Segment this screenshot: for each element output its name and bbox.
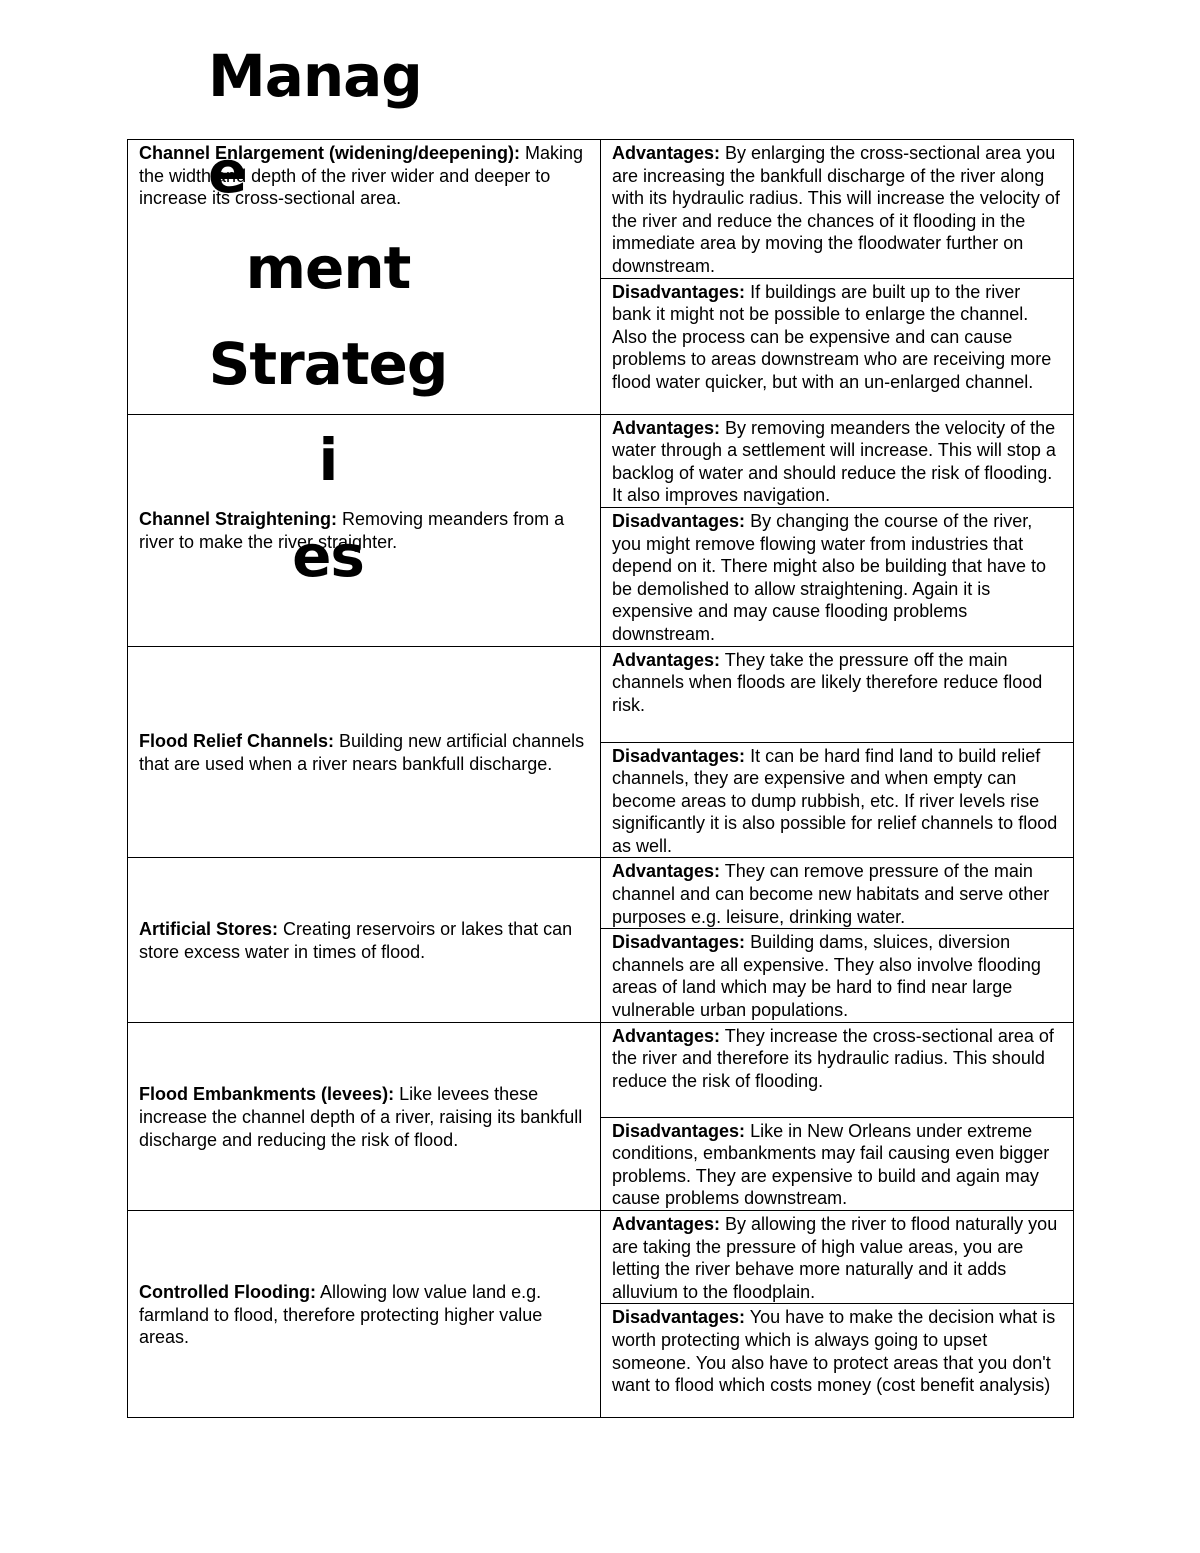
- strategy-description: Creating reservoirs or lakes that can store excess water in times of flood.: [139, 919, 573, 963]
- strategy-description: Building new artificial channels that are used when a river nears bankfull discharge.: [139, 731, 585, 774]
- strategy-cell: [128, 858, 601, 1022]
- disadvantages-cell: [601, 1117, 1074, 1210]
- strategy-cell: [128, 646, 601, 858]
- strategy-description: Like levees these increase the channel depth of a river, raising its bankfull discharge and reducing the risk of flood.: [139, 1084, 583, 1150]
- advantages-cell: [601, 414, 1074, 507]
- advantages-label: Advantages:: [612, 649, 721, 670]
- advantages-label: Advantages:: [612, 861, 721, 882]
- disadvantages-label: Disadvantages:: [612, 510, 746, 531]
- disadvantages-cell: [601, 929, 1074, 1022]
- advantages-text: They increase the cross-sectional area of the river and therefore its hydraulic radius. This should reduce the risk of flooding.: [612, 1025, 1054, 1091]
- advantages-label: Advantages:: [612, 1214, 721, 1234]
- disadvantages-label: Disadvantages:: [612, 932, 746, 953]
- disadvantages-text: By changing the course of the river, you might remove flowing water from industries that depend on it. There might also be building that have to be demolished to allow straightening. Again it is expensive and may cause flooding problems downstream.: [612, 510, 1046, 644]
- disadvantages-text: Building dams, sluices, diversion channels are all expensive. They also involve flooding areas of land which may be hard to find near large vulnerable urban populations.: [612, 932, 1041, 1021]
- disadvantages-cell: [601, 742, 1074, 858]
- disadvantages-cell: [601, 507, 1074, 646]
- strategy-name: Channel Enlargement (widening/deepening):: [139, 143, 521, 163]
- disadvantages-label: Disadvantages:: [612, 1307, 746, 1328]
- disadvantages-text: If buildings are built up to the river bank it might not be possible to enlarge the channel. Also the process can be expensive and can cause problems to areas downstream who are receiving more flood water quicker, but with an un-enlarged channel.: [612, 281, 1052, 392]
- strategy-name: Flood Embankments (levees):: [139, 1084, 395, 1105]
- disadvantages-label: Disadvantages:: [612, 745, 746, 766]
- table-row: [128, 1022, 1074, 1117]
- advantages-cell: [601, 858, 1074, 929]
- disadvantages-cell: [601, 278, 1074, 414]
- title-line-1: Manage: [208, 42, 422, 206]
- disadvantages-cell: [601, 1304, 1074, 1418]
- page-title: [208, 28, 448, 604]
- disadvantages-text: You have to make the decision what is worth protecting which is always going to upset someone. You also have to protect areas that you don't want to flood which costs money (cost benefit analysis): [612, 1307, 1056, 1396]
- advantages-text: By enlarging the cross-sectional area you are increasing the bankfull discharge of the river along with its hydraulic radius. This will increase the velocity of the river and reduce the chances of it flooding in the immediate area by moving the floodwater further on downstream.: [612, 143, 1060, 276]
- strategy-description: Making the width and depth of the river wider and deeper to increase its cross-sectional area.: [139, 143, 584, 209]
- advantages-cell: [601, 140, 1074, 279]
- table-row: [128, 646, 1074, 742]
- advantages-label: Advantages:: [612, 1025, 721, 1046]
- advantages-cell: [601, 646, 1074, 742]
- strategy-description: Removing meanders from a river to make the river straighter.: [139, 509, 565, 553]
- advantages-text: They can remove pressure of the main channel and can become new habitats and serve other purposes e.g. leisure, drinking water.: [612, 861, 1050, 927]
- disadvantages-label: Disadvantages:: [612, 281, 746, 302]
- advantages-label: Advantages:: [612, 417, 721, 438]
- strategy-cell: [128, 1211, 601, 1418]
- title-line-3: Strategi: [208, 330, 448, 494]
- advantages-text: By removing meanders the velocity of the water through a settlement will increase. This will stop a backlog of water and should reduce the risk of flooding. It also improves navigation.: [612, 417, 1056, 506]
- strategy-name: Channel Straightening:: [139, 509, 337, 530]
- advantages-cell: [601, 1211, 1074, 1304]
- title-line-4: es: [292, 522, 364, 590]
- disadvantages-text: It can be hard find land to build relief channels, they are expensive and when empty can become areas to dump rubbish, etc. If river levels rise significantly it is also possible for relief channels to flood as well.: [612, 745, 1058, 856]
- advantages-cell: [601, 1022, 1074, 1117]
- table-row: [128, 858, 1074, 929]
- disadvantages-text: Like in New Orleans under extreme conditions, embankments may fail causing even bigger problems. They are expensive to build and again may cause problems downstream.: [612, 1120, 1050, 1209]
- strategy-name: Flood Relief Channels:: [139, 731, 335, 752]
- title-line-2: ment: [245, 234, 411, 302]
- advantages-text: By allowing the river to flood naturally you are taking the pressure of high value areas, you are letting the river behave more naturally and it adds alluvium to the floodplain.: [612, 1214, 1058, 1302]
- strategy-name: Controlled Flooding:: [139, 1282, 316, 1303]
- strategy-cell: [128, 1022, 601, 1210]
- advantages-label: Advantages:: [612, 143, 721, 163]
- strategy-name: Artificial Stores:: [139, 919, 279, 940]
- table-row: [128, 1211, 1074, 1304]
- strategy-description: Allowing low value land e.g. farmland to flood, therefore protecting higher value areas.: [139, 1282, 543, 1348]
- disadvantages-label: Disadvantages:: [612, 1120, 746, 1141]
- advantages-text: They take the pressure off the main channels when floods are likely therefore reduce flood risk.: [612, 649, 1043, 715]
